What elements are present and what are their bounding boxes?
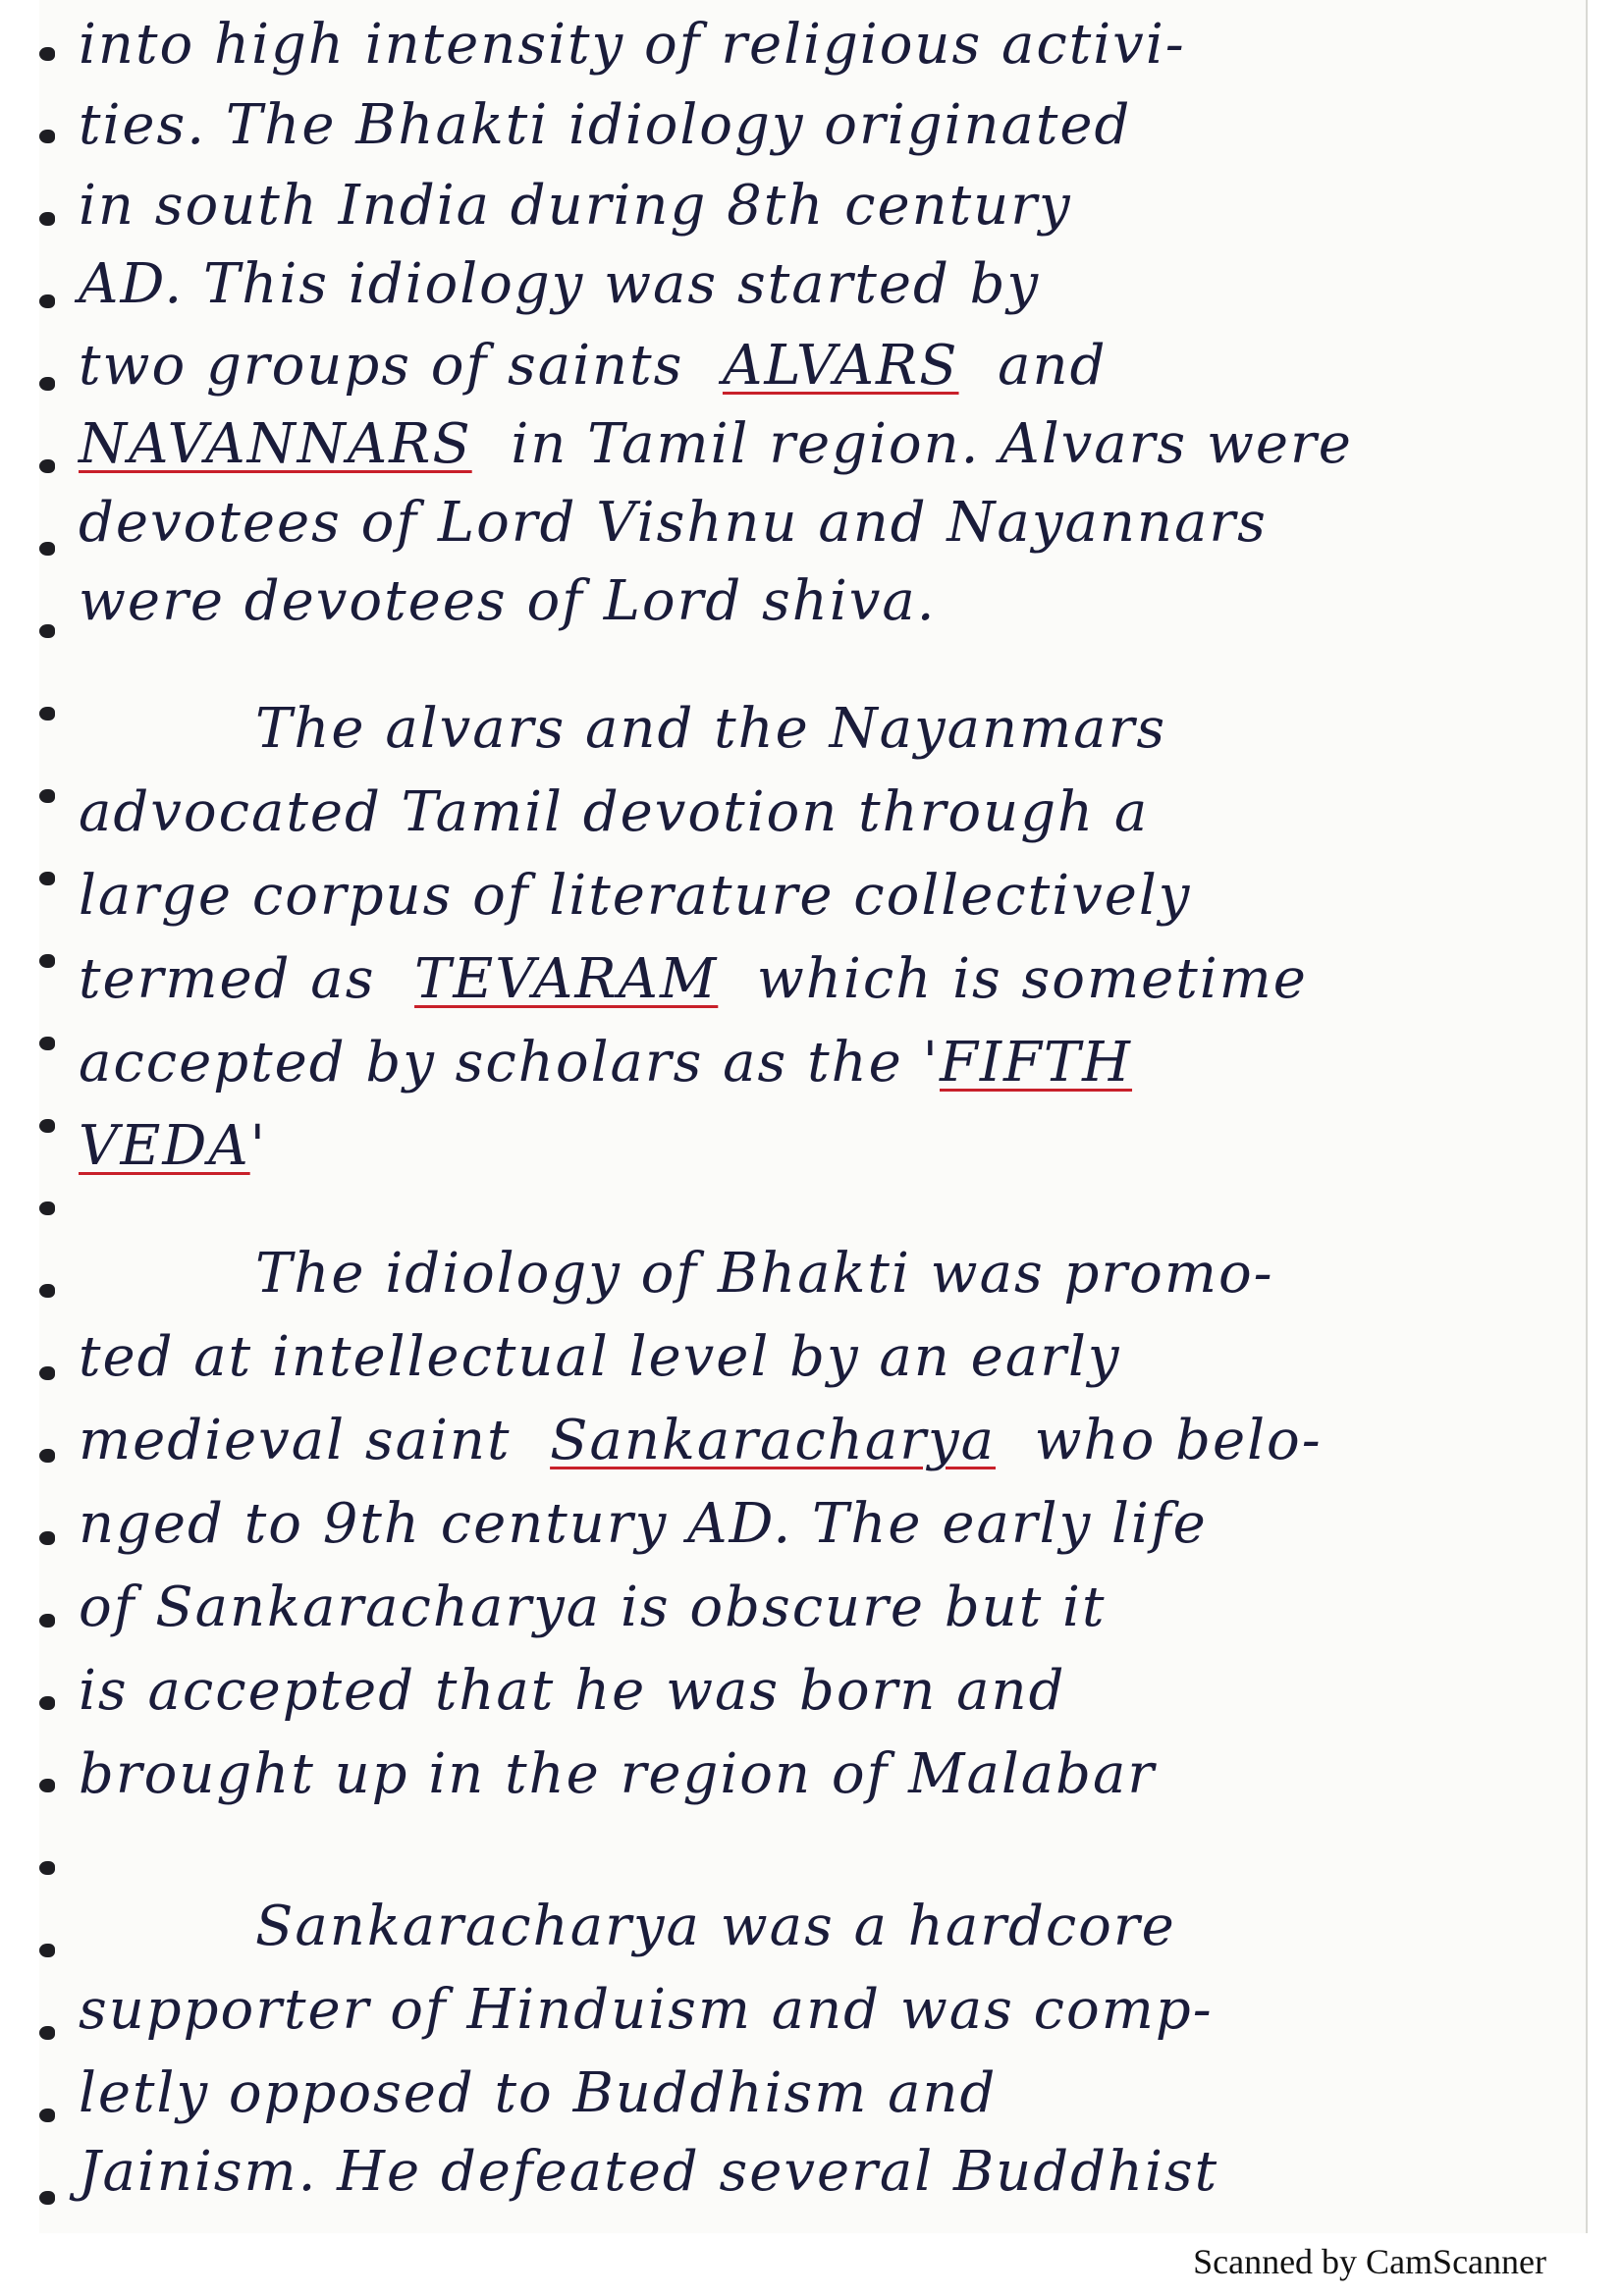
binding-ring: [39, 459, 55, 473]
binding-ring: [39, 1779, 55, 1792]
text-fragment: which is sometime: [756, 947, 1308, 1011]
binding-ring: [39, 1531, 55, 1545]
text-line: [79, 947, 1308, 1011]
text-line: of Sankaracharya is obscure but it: [79, 1575, 1107, 1639]
text-line: The idiology of Bhakti was promo-: [255, 1242, 1274, 1306]
text-line: [79, 412, 1353, 476]
binding-ring: [39, 624, 55, 638]
binding-ring: [39, 1284, 55, 1298]
text-line: Jainism. He defeated several Buddhist: [79, 2140, 1219, 2204]
text-line: is accepted that he was born and: [79, 1659, 1066, 1723]
text-line: Sankaracharya was a hardcore: [255, 1895, 1176, 1958]
binding-ring: [39, 1037, 55, 1050]
highlighted-term: Sankaracharya: [550, 1409, 996, 1472]
binding-ring: [39, 1119, 55, 1133]
text-fragment: in Tamil region. Alvars were: [511, 412, 1353, 476]
text-line: [79, 334, 1108, 398]
binding-ring: [39, 2109, 55, 2122]
text-line: AD. This idiology was started by: [79, 252, 1041, 316]
binding-ring: [39, 1614, 55, 1628]
binding-ring: [39, 1449, 55, 1463]
highlighted-term: TEVARAM: [414, 947, 719, 1011]
binding-ring: [39, 872, 55, 885]
scanner-watermark: Scanned by CamScanner: [1193, 2242, 1546, 2281]
binding-ring: [39, 542, 55, 556]
text-line: letly opposed to Buddhism and: [79, 2061, 998, 2125]
binding-ring: [39, 1696, 55, 1710]
text-line: nged to 9th century AD. The early life: [79, 1492, 1208, 1556]
text-line: [79, 1031, 1133, 1095]
text-fragment: who belo-: [1034, 1409, 1323, 1472]
text-line: into high intensity of religious activi-: [79, 13, 1186, 77]
text-line: in south India during 8th century: [79, 174, 1072, 238]
binding-ring: [39, 47, 55, 61]
text-fragment: accepted by scholars as the ': [79, 1031, 940, 1095]
text-fragment: medieval saint: [79, 1409, 512, 1472]
binding-ring: [39, 2026, 55, 2040]
binding-ring: [39, 954, 55, 968]
text-line: brought up in the region of Malabar: [79, 1742, 1157, 1806]
binding-ring: [39, 707, 55, 721]
text-line: were devotees of Lord shiva.: [79, 569, 937, 633]
text-line: devotees of Lord Vishnu and Nayannars: [79, 491, 1268, 555]
binding-ring: [39, 789, 55, 803]
binding-ring: [39, 294, 55, 308]
text-line: ted at intellectual level by an early: [79, 1325, 1121, 1389]
text-line: advocated Tamil devotion through a: [79, 780, 1150, 844]
text-fragment: and: [998, 334, 1108, 398]
text-fragment: ': [249, 1114, 268, 1178]
binding-ring: [39, 2191, 55, 2205]
binding-ring: [39, 130, 55, 143]
highlighted-term: ALVARS: [722, 334, 959, 398]
highlighted-term: NAVANNARS: [79, 412, 472, 476]
binding-ring: [39, 212, 55, 226]
text-line: The alvars and the Nayanmars: [255, 697, 1167, 761]
highlighted-term: FIFTH: [940, 1031, 1133, 1095]
highlighted-term: VEDA: [79, 1114, 250, 1178]
binding-ring: [39, 1366, 55, 1380]
binding-ring: [39, 1201, 55, 1215]
text-line: large corpus of literature collectively: [79, 864, 1192, 928]
text-line: [79, 1114, 268, 1178]
binding-ring: [39, 1944, 55, 1957]
text-fragment: termed as: [79, 947, 376, 1011]
text-fragment: two groups of saints: [79, 334, 684, 398]
text-line: supporter of Hinduism and was comp-: [79, 1978, 1214, 2042]
text-line: ties. The Bhakti idiology originated: [79, 93, 1132, 157]
spiral-binding: [35, 0, 65, 2233]
binding-ring: [39, 1861, 55, 1875]
text-line: [79, 1409, 1323, 1472]
binding-ring: [39, 377, 55, 391]
